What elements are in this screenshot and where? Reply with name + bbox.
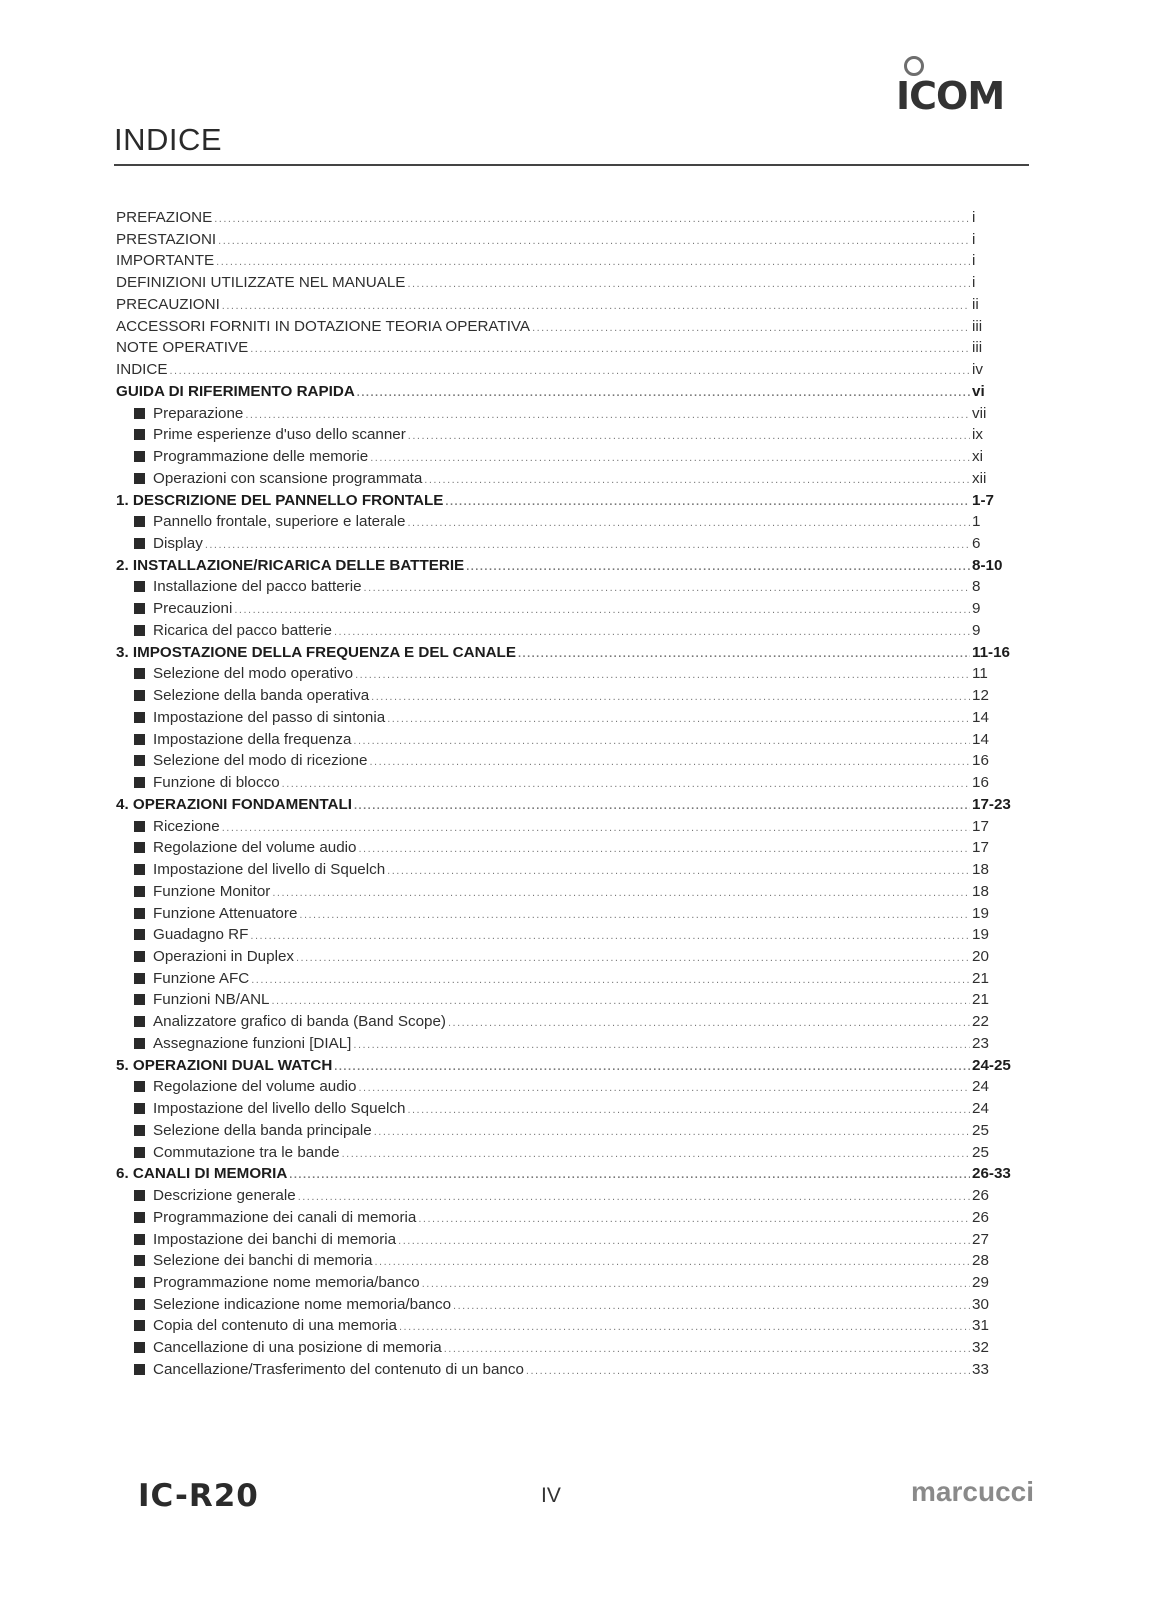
square-bullet-icon — [134, 1299, 145, 1310]
square-bullet-icon — [134, 1342, 145, 1353]
toc-entry — [116, 1294, 1026, 1316]
toc-entry-label: 5. OPERAZIONI DUAL WATCH — [116, 1056, 333, 1074]
dot-leader — [334, 622, 970, 644]
toc-entry-label: PRESTAZIONI — [116, 230, 217, 248]
toc-entry-page: 19 — [972, 904, 989, 922]
toc-entry — [116, 1229, 1026, 1251]
toc-entry-label: Impostazione del livello di Squelch — [153, 861, 386, 879]
toc-entry — [116, 859, 1026, 881]
toc-entry — [116, 316, 1026, 338]
toc-entry — [116, 272, 1026, 294]
toc-entry-label: Operazioni con scansione programmata — [153, 469, 423, 487]
toc-entry-label: PREFAZIONE — [116, 209, 213, 226]
dot-leader — [218, 231, 970, 253]
toc-entry — [116, 1185, 1026, 1207]
dot-leader — [532, 318, 970, 340]
square-bullet-icon — [134, 712, 145, 723]
dot-leader — [466, 557, 970, 579]
toc-entry-label: Pannello frontale, superiore e laterale — [153, 513, 406, 531]
dot-leader — [353, 1035, 970, 1057]
toc-entry-page: 12 — [972, 687, 989, 705]
dot-leader — [282, 774, 970, 796]
toc-entry-page: 24 — [972, 1100, 989, 1118]
dot-leader — [399, 1317, 970, 1339]
toc-entry-label: Analizzatore grafico di banda (Band Scope) — [153, 1013, 446, 1031]
toc-entry-page: 20 — [972, 947, 989, 965]
toc-entry-page: vi — [972, 382, 985, 400]
dot-leader — [387, 709, 970, 731]
toc-entry-label: 1. DESCRIZIONE DEL PANNELLO FRONTALE — [116, 491, 444, 509]
dot-leader — [299, 905, 970, 927]
square-bullet-icon — [134, 451, 145, 462]
dot-leader — [169, 361, 970, 383]
toc-entry-page: i — [972, 230, 976, 248]
square-bullet-icon — [134, 625, 145, 636]
toc-entry-label: Selezione indicazione nome memoria/banco — [153, 1295, 452, 1313]
square-bullet-icon — [134, 734, 145, 745]
toc-entry — [116, 1163, 1026, 1185]
toc-entry-label: 3. IMPOSTAZIONE DELLA FREQUENZA E DEL CANALE — [116, 643, 516, 661]
toc-entry-page: 18 — [972, 882, 989, 900]
toc-entry — [116, 924, 1026, 946]
toc-entry-page: 9 — [972, 600, 981, 618]
square-bullet-icon — [134, 929, 145, 940]
square-bullet-icon — [134, 1147, 145, 1158]
toc-entry-page: 24 — [972, 1078, 989, 1096]
toc-entry-page: 26 — [972, 1187, 989, 1205]
toc-entry — [116, 403, 1026, 425]
square-bullet-icon — [134, 951, 145, 962]
toc-entry — [116, 1142, 1026, 1164]
dot-leader — [245, 405, 970, 427]
toc-entry-label: 4. OPERAZIONI FONDAMENTALI — [116, 795, 352, 813]
dot-leader — [357, 383, 970, 405]
toc-entry-label: Preparazione — [153, 404, 244, 422]
toc-entry-page: 24-25 — [972, 1056, 1011, 1074]
dot-leader — [369, 752, 970, 774]
dot-leader — [250, 339, 970, 361]
toc-entry — [116, 1207, 1026, 1229]
toc-entry-page: 25 — [972, 1121, 989, 1139]
toc-entry-page: 28 — [972, 1252, 989, 1270]
toc-entry — [116, 968, 1026, 990]
toc-entry-label: Ricezione — [153, 817, 220, 835]
toc-entry-page: 9 — [972, 621, 981, 639]
toc-entry — [116, 555, 1026, 577]
toc-entry-page: iii — [972, 317, 983, 335]
title-divider — [114, 164, 1029, 166]
toc-entry-label: Funzioni NB/ANL — [153, 991, 270, 1009]
dot-leader — [375, 1252, 971, 1274]
toc-entry-label: IMPORTANTE — [116, 252, 215, 270]
toc-entry-page: ii — [972, 295, 979, 313]
toc-entry — [116, 750, 1026, 772]
page-title: INDICE — [114, 122, 223, 157]
square-bullet-icon — [134, 1255, 145, 1266]
square-bullet-icon — [134, 864, 145, 875]
toc-entry-label: Programmazione nome memoria/banco — [153, 1273, 420, 1291]
dot-leader — [424, 470, 970, 492]
toc-entry — [116, 946, 1026, 968]
toc-entry-label: Impostazione del passo di sintonia — [153, 708, 386, 726]
square-bullet-icon — [134, 538, 145, 549]
toc-entry-page: 31 — [972, 1317, 989, 1335]
toc-entry-page: iii — [972, 339, 983, 357]
toc-entry-page: 21 — [972, 969, 989, 987]
toc-entry-label: ACCESSORI FORNITI IN DOTAZIONE TEORIA OPERATIVA — [116, 317, 531, 335]
toc-entry — [116, 707, 1026, 729]
toc-entry-page: 8-10 — [972, 556, 1003, 574]
toc-entry-label: Ricarica del pacco batterie — [153, 621, 332, 639]
toc-entry-page: 29 — [972, 1273, 989, 1291]
square-bullet-icon — [134, 1038, 145, 1049]
toc-entry-label: Funzione Monitor — [153, 882, 271, 900]
square-bullet-icon — [134, 777, 145, 788]
dot-leader — [374, 1122, 970, 1144]
toc-entry — [116, 1272, 1026, 1294]
toc-entry — [116, 207, 1026, 229]
toc-entry-label: Regolazione del volume audio — [153, 1078, 357, 1096]
square-bullet-icon — [134, 1016, 145, 1027]
toc-entry — [116, 294, 1026, 316]
toc-entry-page: i — [972, 209, 976, 226]
toc-entry — [116, 685, 1026, 707]
toc-entry-page: 27 — [972, 1230, 989, 1248]
dot-leader — [418, 1209, 970, 1231]
square-bullet-icon — [134, 821, 145, 832]
table-of-contents — [116, 207, 1026, 1381]
toc-entry-page: 6 — [972, 535, 981, 553]
toc-entry — [116, 229, 1026, 251]
square-bullet-icon — [134, 1190, 145, 1201]
toc-entry — [116, 620, 1026, 642]
toc-entry-label: 6. CANALI DI MEMORIA — [116, 1165, 288, 1183]
toc-entry — [116, 1033, 1026, 1055]
toc-entry — [116, 642, 1026, 664]
square-bullet-icon — [134, 842, 145, 853]
dot-leader — [448, 1013, 970, 1035]
toc-entry-label: Impostazione della frequenza — [153, 730, 352, 748]
toc-entry-label: PRECAUZIONI — [116, 295, 220, 313]
toc-entry-page: 26 — [972, 1208, 989, 1226]
toc-entry-page: 1-7 — [972, 491, 994, 509]
dot-leader — [518, 644, 970, 666]
dot-leader — [407, 1100, 970, 1122]
toc-entry — [116, 468, 1026, 490]
toc-entry-page: 21 — [972, 991, 989, 1009]
toc-entry — [116, 1098, 1026, 1120]
toc-entry-label: Commutazione tra le bande — [153, 1143, 340, 1161]
dot-leader — [334, 1057, 970, 1079]
toc-entry-label: Cancellazione/Trasferimento del contenuto di un banco — [153, 1360, 524, 1378]
toc-entry — [116, 663, 1026, 685]
toc-entry — [116, 576, 1026, 598]
toc-entry-label: Prime esperienze d'uso dello scanner — [153, 426, 406, 444]
toc-entry-label: Selezione del modo di ricezione — [153, 752, 368, 770]
toc-entry-label: Assegnazione funzioni [DIAL] — [153, 1034, 352, 1052]
toc-entry-label: Selezione della banda principale — [153, 1121, 372, 1139]
toc-entry-label: Copia del contenuto di una memoria — [153, 1317, 397, 1335]
footer-brand-logo: marcucci — [911, 1476, 1034, 1507]
dot-leader — [444, 1339, 970, 1361]
toc-entry — [116, 881, 1026, 903]
toc-entry-page: 19 — [972, 926, 989, 944]
toc-entry-label: Installazione del pacco batterie — [153, 578, 362, 596]
toc-entry-page: 25 — [972, 1143, 989, 1161]
dot-leader — [408, 426, 970, 448]
toc-entry-page: i — [972, 274, 976, 292]
toc-entry-label: GUIDA DI RIFERIMENTO RAPIDA — [116, 382, 355, 400]
toc-entry-page: 11-16 — [972, 643, 1011, 661]
toc-entry — [116, 1076, 1026, 1098]
toc-entry — [116, 533, 1026, 555]
toc-entry-label: Guadagno RF — [153, 926, 249, 944]
toc-entry-page: vii — [972, 404, 987, 422]
toc-entry-page: 8 — [972, 578, 981, 596]
toc-entry-page: 23 — [972, 1034, 989, 1052]
toc-entry-page: iv — [972, 361, 983, 379]
logo-text: ICOM — [896, 74, 1005, 118]
toc-entry-label: NOTE OPERATIVE — [116, 339, 249, 357]
square-bullet-icon — [134, 994, 145, 1005]
toc-entry-page: 26-33 — [972, 1165, 1011, 1183]
square-bullet-icon — [134, 1320, 145, 1331]
dot-leader — [298, 1187, 970, 1209]
toc-entry — [116, 729, 1026, 751]
square-bullet-icon — [134, 668, 145, 679]
toc-entry — [116, 250, 1026, 272]
toc-entry-page: 17 — [972, 839, 989, 857]
square-bullet-icon — [134, 1125, 145, 1136]
dot-leader — [234, 600, 970, 622]
dot-leader — [272, 991, 971, 1013]
square-bullet-icon — [134, 408, 145, 419]
toc-entry-label: Selezione dei banchi di memoria — [153, 1252, 373, 1270]
toc-entry-label: Descrizione generale — [153, 1187, 296, 1205]
dot-leader — [422, 1274, 970, 1296]
dot-leader — [358, 839, 970, 861]
square-bullet-icon — [134, 429, 145, 440]
toc-entry-label: Impostazione del livello dello Squelch — [153, 1100, 406, 1118]
toc-entry-page: 32 — [972, 1339, 989, 1357]
dot-leader — [371, 687, 970, 709]
dot-leader — [222, 818, 970, 840]
toc-entry-page: xi — [972, 448, 983, 466]
toc-entry — [116, 989, 1026, 1011]
square-bullet-icon — [134, 755, 145, 766]
toc-entry-page: i — [972, 252, 976, 270]
dot-leader — [296, 948, 970, 970]
square-bullet-icon — [134, 1103, 145, 1114]
toc-entry-page: ix — [972, 426, 983, 444]
toc-entry-page: 30 — [972, 1295, 989, 1313]
dot-leader — [214, 209, 970, 231]
toc-entry — [116, 1250, 1026, 1272]
toc-entry-label: Funzione di blocco — [153, 774, 280, 792]
toc-entry-label: Selezione del modo operativo — [153, 665, 354, 683]
square-bullet-icon — [134, 1364, 145, 1375]
toc-entry-label: Funzione Attenuatore — [153, 904, 298, 922]
toc-entry — [116, 490, 1026, 512]
square-bullet-icon — [134, 603, 145, 614]
toc-entry-label: DEFINIZIONI UTILIZZATE NEL MANUALE — [116, 274, 406, 292]
toc-entry-page: 1 — [972, 513, 981, 531]
toc-entry — [116, 1337, 1026, 1359]
dot-leader — [364, 578, 970, 600]
toc-entry — [116, 381, 1026, 403]
toc-entry — [116, 1055, 1026, 1077]
square-bullet-icon — [134, 908, 145, 919]
toc-entry-label: Display — [153, 535, 203, 553]
toc-entry — [116, 1359, 1026, 1381]
toc-entry-page: xii — [972, 469, 987, 487]
toc-entry-page: 14 — [972, 730, 989, 748]
toc-entry — [116, 903, 1026, 925]
toc-entry — [116, 1011, 1026, 1033]
dot-leader — [445, 492, 970, 514]
dot-leader — [205, 535, 970, 557]
square-bullet-icon — [134, 973, 145, 984]
dot-leader — [272, 883, 970, 905]
dot-leader — [342, 1144, 970, 1166]
dot-leader — [251, 970, 970, 992]
dot-leader — [398, 1231, 970, 1253]
dot-leader — [289, 1165, 970, 1187]
toc-entry-page: 22 — [972, 1013, 989, 1031]
logo-ring-icon — [904, 56, 924, 76]
footer-model-name: IC-R20 — [138, 1478, 259, 1514]
toc-entry-page: 14 — [972, 708, 989, 726]
dot-leader — [216, 252, 970, 274]
dot-leader — [526, 1361, 970, 1383]
dot-leader — [355, 665, 970, 687]
toc-entry — [116, 424, 1026, 446]
footer-page-number: IV — [541, 1484, 561, 1507]
toc-entry-label: Precauzioni — [153, 600, 233, 618]
square-bullet-icon — [134, 516, 145, 527]
dot-leader — [407, 274, 970, 296]
toc-entry — [116, 794, 1026, 816]
square-bullet-icon — [134, 1081, 145, 1092]
toc-entry-page: 33 — [972, 1360, 989, 1378]
toc-entry-label: INDICE — [116, 361, 168, 379]
dot-leader — [407, 513, 970, 535]
dot-leader — [387, 861, 970, 883]
toc-entry-label: Selezione della banda operativa — [153, 687, 370, 705]
toc-entry-page: 17-23 — [972, 795, 1011, 813]
toc-entry-page: 16 — [972, 774, 989, 792]
square-bullet-icon — [134, 1277, 145, 1288]
toc-entry-label: Funzione AFC — [153, 969, 250, 987]
toc-entry-label: 2. INSTALLAZIONE/RICARICA DELLE BATTERIE — [116, 556, 465, 574]
dot-leader — [354, 796, 970, 818]
toc-entry-label: Operazioni in Duplex — [153, 947, 294, 965]
toc-entry — [116, 816, 1026, 838]
toc-entry-label: Cancellazione di una posizione di memoria — [153, 1339, 442, 1357]
dot-leader — [370, 448, 970, 470]
square-bullet-icon — [134, 886, 145, 897]
toc-entry-label: Regolazione del volume audio — [153, 839, 357, 857]
toc-entry — [116, 359, 1026, 381]
toc-entry-page: 18 — [972, 861, 989, 879]
toc-entry-label: Programmazione delle memorie — [153, 448, 369, 466]
toc-entry-label: Programmazione dei canali di memoria — [153, 1208, 417, 1226]
toc-entry — [116, 1120, 1026, 1142]
square-bullet-icon — [134, 473, 145, 484]
toc-entry-page: 11 — [972, 665, 988, 683]
toc-entry — [116, 772, 1026, 794]
square-bullet-icon — [134, 1212, 145, 1223]
square-bullet-icon — [134, 581, 145, 592]
dot-leader — [250, 926, 970, 948]
toc-entry — [116, 1315, 1026, 1337]
dot-leader — [353, 731, 970, 753]
toc-entry — [116, 837, 1026, 859]
square-bullet-icon — [134, 690, 145, 701]
toc-entry-page: 16 — [972, 752, 989, 770]
dot-leader — [222, 296, 970, 318]
toc-entry-label: Impostazione dei banchi di memoria — [153, 1230, 397, 1248]
toc-entry — [116, 337, 1026, 359]
toc-entry — [116, 511, 1026, 533]
icom-logo — [896, 56, 1016, 118]
toc-entry — [116, 446, 1026, 468]
square-bullet-icon — [134, 1234, 145, 1245]
toc-entry — [116, 598, 1026, 620]
toc-entry-page: 17 — [972, 817, 989, 835]
dot-leader — [453, 1296, 970, 1318]
dot-leader — [358, 1078, 970, 1100]
